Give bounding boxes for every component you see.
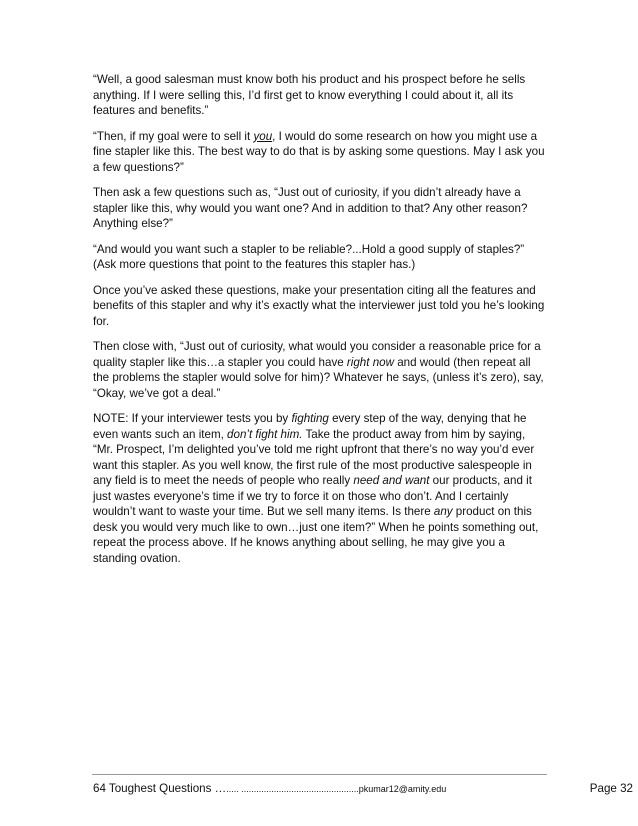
- paragraph-text: Once you’ve asked these questions, make your presentation citing all the features and benefits of this stapler and why it’s exactly what the interviewer just told you he’s looking for.: [93, 283, 545, 328]
- footer-dots: ..... ...............................................: [226, 784, 359, 794]
- paragraph: [93, 339, 548, 401]
- document-body: [93, 72, 548, 576]
- emphasized-text: any: [433, 505, 453, 518]
- paragraph-text: product on this desk you would very much like to own…just one item?” When he points something out, repeat the process above. If he knows anything about selling, he may give you a standing ovation.: [93, 505, 539, 565]
- paragraph: [93, 185, 548, 232]
- paragraph-text: and would (then repeat all the problems the stapler would solve for him)? Whatever he says, (unless it’s zero), say, “Okay, we’ve got a deal.”: [93, 355, 544, 400]
- paragraph-text: Then ask a few questions such as, “Just out of curiosity, if you didn’t already have a stapler like this, why would you want one? And in addition to that? Any other reason? Anything else?”: [93, 186, 528, 230]
- footer-email: pkumar12@amity.edu: [358, 784, 447, 794]
- paragraph-text: Take the product away from him by saying, “Mr. Prospect, I’m delighted you’ve told me right upfront that there’s no way you’d ever want this stapler. As you well know, the first rule of the most productive salespeople in any field is to meet the needs of people who really: [93, 427, 535, 487]
- page-footer: [93, 781, 633, 799]
- paragraph: [93, 283, 548, 330]
- emphasized-text: fighting: [291, 412, 329, 425]
- paragraph: [93, 411, 548, 566]
- footer-title: 64 Toughest Questions …: [93, 782, 227, 795]
- footer-page-number: Page 32: [589, 782, 633, 795]
- paragraph-text: our products, and it just wastes everyone’s time if we try to force it on those who don’t. And I certainly wouldn’t want to waste your time. But we sell many items. Is there: [93, 474, 532, 518]
- paragraph: [93, 242, 548, 273]
- emphasized-text: need and want: [353, 474, 430, 487]
- paragraph-text: “Well, a good salesman must know both his product and his prospect before he sells anything. If I were selling this, I’d first get to know everything I could about it, all its features and benefits.”: [93, 73, 526, 117]
- paragraph-text: , I would do some research on how you might use a fine stapler like this. The best way to do that is by asking some questions. May I ask you a few questions?”: [93, 129, 545, 174]
- paragraph-text: “Then, if my goal were to sell it: [93, 129, 254, 143]
- emphasized-text: you: [253, 129, 273, 143]
- footer-document-info: [93, 781, 446, 797]
- emphasized-text: don’t fight him.: [227, 427, 303, 441]
- paragraph: [93, 72, 548, 119]
- paragraph-text: NOTE: If your interviewer tests you by: [93, 412, 292, 425]
- paragraph-text: every step of the way, denying that he even wants such an item,: [93, 412, 527, 441]
- footer-divider: [92, 774, 547, 775]
- paragraph-text: Then close with, “Just out of curiosity, what would you consider a reasonable price for a quality stapler like this…a stapler you could have: [93, 340, 541, 369]
- emphasized-text: right now: [346, 355, 394, 369]
- paragraph: [93, 129, 548, 176]
- paragraph-text: “And would you want such a stapler to be reliable?...Hold a good supply of staples?” (Ask more questions that point to the features this stapler has.): [93, 242, 525, 271]
